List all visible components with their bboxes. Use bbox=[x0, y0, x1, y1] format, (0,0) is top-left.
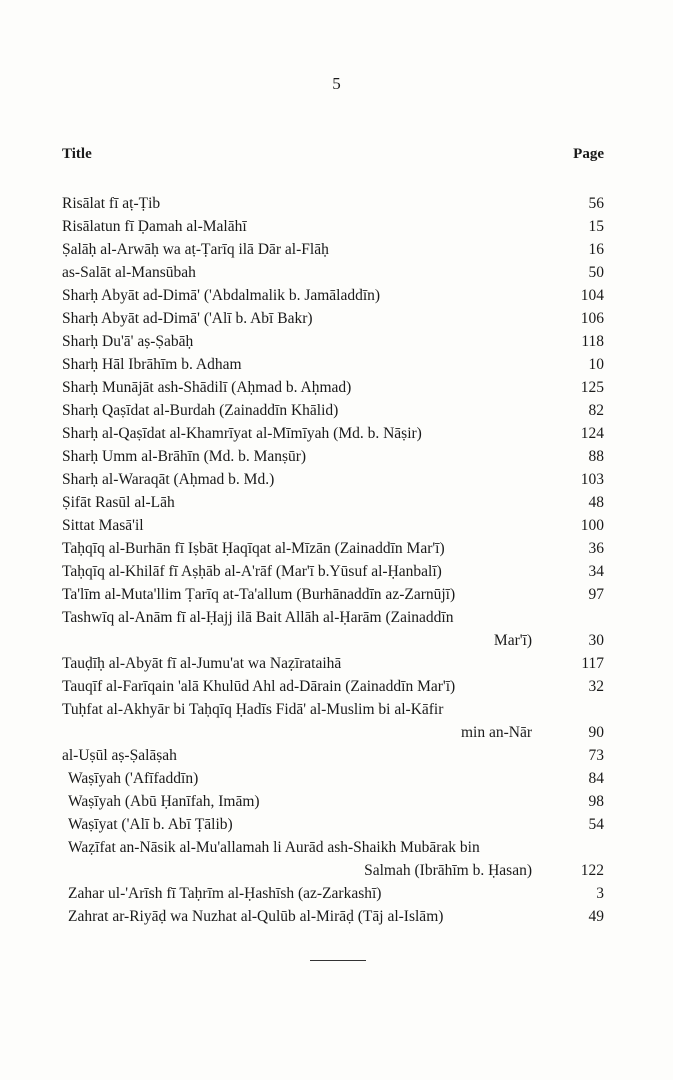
entry-title: Tauḍīḥ al-Abyāt fī al-Jumu'at wa Naẓīrataihā bbox=[62, 655, 342, 672]
entry-page: 48 bbox=[588, 494, 604, 511]
entry-page: 100 bbox=[580, 517, 604, 534]
index-entry bbox=[62, 583, 604, 606]
index-entry bbox=[62, 698, 604, 744]
index-entry bbox=[62, 652, 604, 675]
index-entry bbox=[62, 261, 604, 284]
entry-title: Sharḥ al-Waraqāt (Aḥmad b. Md.) bbox=[62, 471, 275, 488]
entry-page: 10 bbox=[588, 356, 604, 373]
entry-title: Sharḥ Munājāt ash-Shādilī (Aḥmad b. Aḥmad) bbox=[62, 379, 352, 396]
entry-title: as-Salāt al-Mansūbah bbox=[62, 264, 196, 281]
entry-page: 15 bbox=[588, 218, 604, 235]
entry-page: 97 bbox=[588, 586, 604, 603]
entry-title: Waẓīfat an-Nāsik al-Mu'allamah li Aurād ash-Shaikh Mubārak bin bbox=[68, 839, 480, 856]
entry-page: 98 bbox=[588, 793, 604, 810]
index-entry bbox=[62, 238, 604, 261]
entry-title: Sharḥ Qaṣīdat al-Burdah (Zainaddīn Khālid) bbox=[62, 402, 339, 419]
entry-page: 32 bbox=[588, 678, 604, 695]
index-entry bbox=[62, 215, 604, 238]
index-entry bbox=[62, 790, 604, 813]
index-entry bbox=[62, 537, 604, 560]
entry-title: Sharḥ Abyāt ad-Dimā' ('Alī b. Abī Bakr) bbox=[62, 310, 313, 327]
entry-page: 103 bbox=[580, 471, 604, 488]
entry-page: 36 bbox=[588, 540, 604, 557]
entry-title-continuation: min an-Nār bbox=[460, 724, 532, 741]
entry-title: Ṣalāḥ al-Arwāḥ wa aṭ-Ṭarīq ilā Dār al-Flāḥ bbox=[62, 241, 329, 258]
entry-title: Taḥqīq al-Burhān fī Iṣbāt Ḥaqīqat al-Mīzān (Zainaddīn Mar'ī) bbox=[62, 540, 445, 557]
entry-title: Sharḥ al-Qaṣīdat al-Khamrīyat al-Mīmīyah (Md. b. Nāṣir) bbox=[62, 425, 422, 442]
entry-page: 3 bbox=[596, 885, 604, 902]
entry-title: al-Uṣūl aṣ-Ṣalāṣah bbox=[62, 747, 177, 764]
entry-title: Tauqīf al-Farīqain 'alā Khulūd Ahl ad-Dārain (Zainaddīn Mar'ī) bbox=[62, 678, 456, 695]
entry-title: Sharḥ Hāl Ibrāhīm b. Adham bbox=[62, 356, 242, 373]
entry-page: 54 bbox=[588, 816, 604, 833]
page-column-header: Page bbox=[573, 146, 604, 162]
entry-page: 82 bbox=[588, 402, 604, 419]
index-entry bbox=[62, 376, 604, 399]
entry-title: Zahrat ar-Riyāḍ wa Nuzhat al-Qulūb al-Mirāḍ (Tāj al-Islām) bbox=[68, 908, 444, 925]
index-entry bbox=[62, 422, 604, 445]
index-entry bbox=[62, 560, 604, 583]
index-entry bbox=[62, 468, 604, 491]
index-entry bbox=[62, 192, 604, 215]
entry-title: Ṣifāt Rasūl al-Lāh bbox=[62, 494, 175, 511]
entry-page: 73 bbox=[588, 747, 604, 764]
entry-page: 88 bbox=[588, 448, 604, 465]
page-number: 5 bbox=[332, 74, 341, 93]
entry-page: 125 bbox=[580, 379, 604, 396]
index-entry bbox=[62, 514, 604, 537]
entry-title: Ta'līm al-Muta'llim Ṭarīq at-Ta'allum (Burhānaddīn az-Zarnūjī) bbox=[62, 586, 456, 603]
index-entry bbox=[62, 353, 604, 376]
index-entry bbox=[62, 284, 604, 307]
end-rule bbox=[310, 960, 366, 961]
entry-title: Risālat fī aṭ-Ṭib bbox=[62, 195, 161, 212]
index-entry bbox=[62, 399, 604, 422]
index-entry bbox=[62, 675, 604, 698]
index-entry bbox=[62, 744, 604, 767]
entry-title: Waṣīyah (Abū Ḥanīfah, Imām) bbox=[68, 793, 260, 810]
index-entry bbox=[62, 330, 604, 353]
index-entry bbox=[62, 905, 604, 928]
entry-page: 106 bbox=[580, 310, 604, 327]
entry-title: Sharḥ Abyāt ad-Dimā' ('Abdalmalik b. Jamāladdīn) bbox=[62, 287, 381, 304]
entry-title: Tashwīq al-Anām fī al-Ḥajj ilā Bait Allāh al-Ḥarām (Zainaddīn bbox=[62, 609, 454, 626]
entry-page: 49 bbox=[588, 908, 604, 925]
entry-page: 34 bbox=[588, 563, 604, 580]
index-entry bbox=[62, 813, 604, 836]
entry-title: Taḥqīq al-Khilāf fī Aṣḥāb al-A'rāf (Mar'ī b.Yūsuf al-Ḥanbalī) bbox=[62, 563, 442, 580]
entry-title: Sittat Masā'il bbox=[62, 517, 144, 534]
entry-page: 118 bbox=[581, 333, 604, 350]
entry-title-continuation: Salmah (Ibrāhīm b. Ḥasan) bbox=[364, 862, 532, 879]
index-entry bbox=[62, 606, 604, 652]
entry-page: 104 bbox=[580, 287, 604, 304]
index-entry bbox=[62, 307, 604, 330]
entry-page: 90 bbox=[588, 724, 604, 741]
entry-title-continuation: Mar'ī) bbox=[493, 632, 532, 649]
index-entry bbox=[62, 882, 604, 905]
column-header bbox=[62, 146, 604, 166]
index-entry bbox=[62, 767, 604, 790]
entry-title: Sharḥ Du'ā' aṣ-Ṣabāḥ bbox=[62, 333, 194, 350]
entry-page: 124 bbox=[580, 425, 604, 442]
entry-title: Zahar ul-'Arīsh fī Taḥrīm al-Ḥashīsh (az-Zarkashī) bbox=[68, 885, 382, 902]
index-entry bbox=[62, 836, 604, 882]
entry-title: Waṣīyah ('Afīfaddīn) bbox=[68, 770, 199, 787]
entry-title: Tuḥfat al-Akhyār bi Taḥqīq Ḥadīs Fidā' al-Muslim bi al-Kāfir bbox=[62, 701, 444, 718]
entry-page: 122 bbox=[580, 862, 604, 879]
entry-title: Risālatun fī Ḍamah al-Malāhī bbox=[62, 218, 247, 235]
entry-title: Sharḥ Umm al-Brāhīn (Md. b. Manṣūr) bbox=[62, 448, 307, 465]
entry-page: 50 bbox=[588, 264, 604, 281]
index-entry bbox=[62, 445, 604, 468]
entry-page: 56 bbox=[588, 195, 604, 212]
entry-page: 16 bbox=[588, 241, 604, 258]
entry-page: 84 bbox=[588, 770, 604, 787]
index-entry bbox=[62, 491, 604, 514]
entry-page: 117 bbox=[581, 655, 604, 672]
index-entries bbox=[62, 192, 604, 928]
title-column-header: Title bbox=[62, 146, 92, 162]
entry-title: Waṣīyat ('Alī b. Abī Ṭālib) bbox=[68, 816, 233, 833]
entry-page: 30 bbox=[588, 632, 604, 649]
